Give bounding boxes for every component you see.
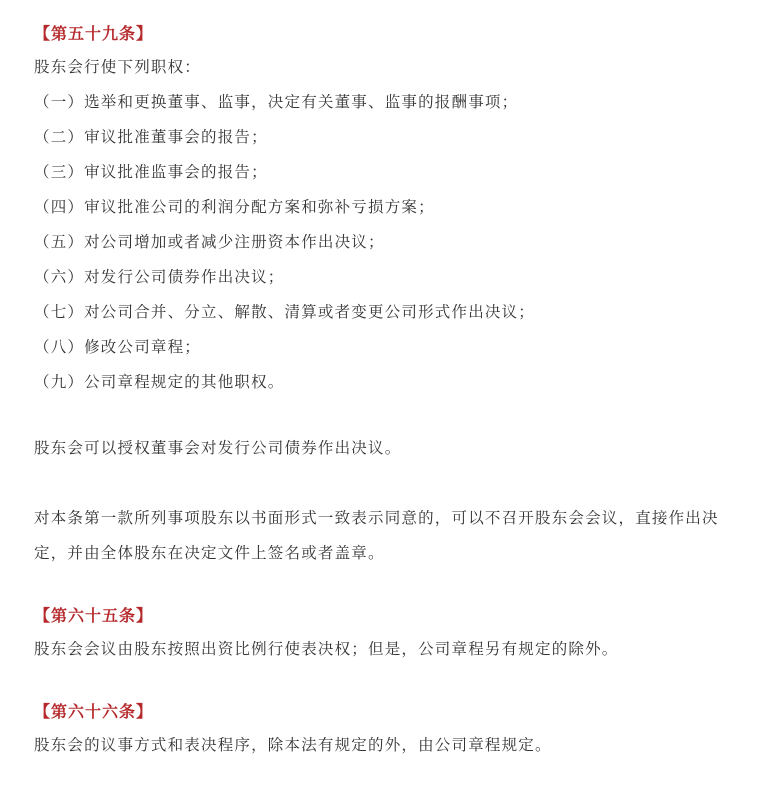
document-body [34, 22, 754, 763]
section-59-intro: 股东会行使下列职权： [34, 58, 202, 76]
list-item: （九）公司章程规定的其他职权。 [34, 373, 285, 391]
list-item: （一）选举和更换董事、监事，决定有关董事、监事的报酬事项； [34, 93, 519, 111]
section-65-heading: 【第六十五条】 [34, 606, 154, 625]
list-item: （三）审议批准监事会的报告； [34, 163, 268, 181]
section-59-paragraph-2: 股东会可以授权董事会对发行公司债券作出决议。 [34, 439, 402, 457]
section-59-paragraph-3: 对本条第一款所列事项股东以书面形式一致表示同意的，可以不召开股东会会议，直接作出决定，并由全体股东在决定文件上签名或者盖章。 [34, 509, 719, 562]
list-item: （四）审议批准公司的利润分配方案和弥补亏损方案； [34, 198, 435, 216]
section-59-heading: 【第五十九条】 [34, 24, 154, 43]
list-item: （八）修改公司章程； [34, 338, 202, 356]
list-item: （七）对公司合并、分立、解散、清算或者变更公司形式作出决议； [34, 303, 536, 321]
list-item: （二）审议批准董事会的报告； [34, 128, 268, 146]
section-66-heading: 【第六十六条】 [34, 702, 154, 721]
list-item: （五）对公司增加或者减少注册资本作出决议； [34, 233, 385, 251]
list-item: （六）对发行公司债券作出决议； [34, 268, 285, 286]
section-65-text: 股东会会议由股东按照出资比例行使表决权；但是，公司章程另有规定的除外。 [34, 640, 619, 658]
section-66-text: 股东会的议事方式和表决程序，除本法有规定的外，由公司章程规定。 [34, 736, 552, 754]
